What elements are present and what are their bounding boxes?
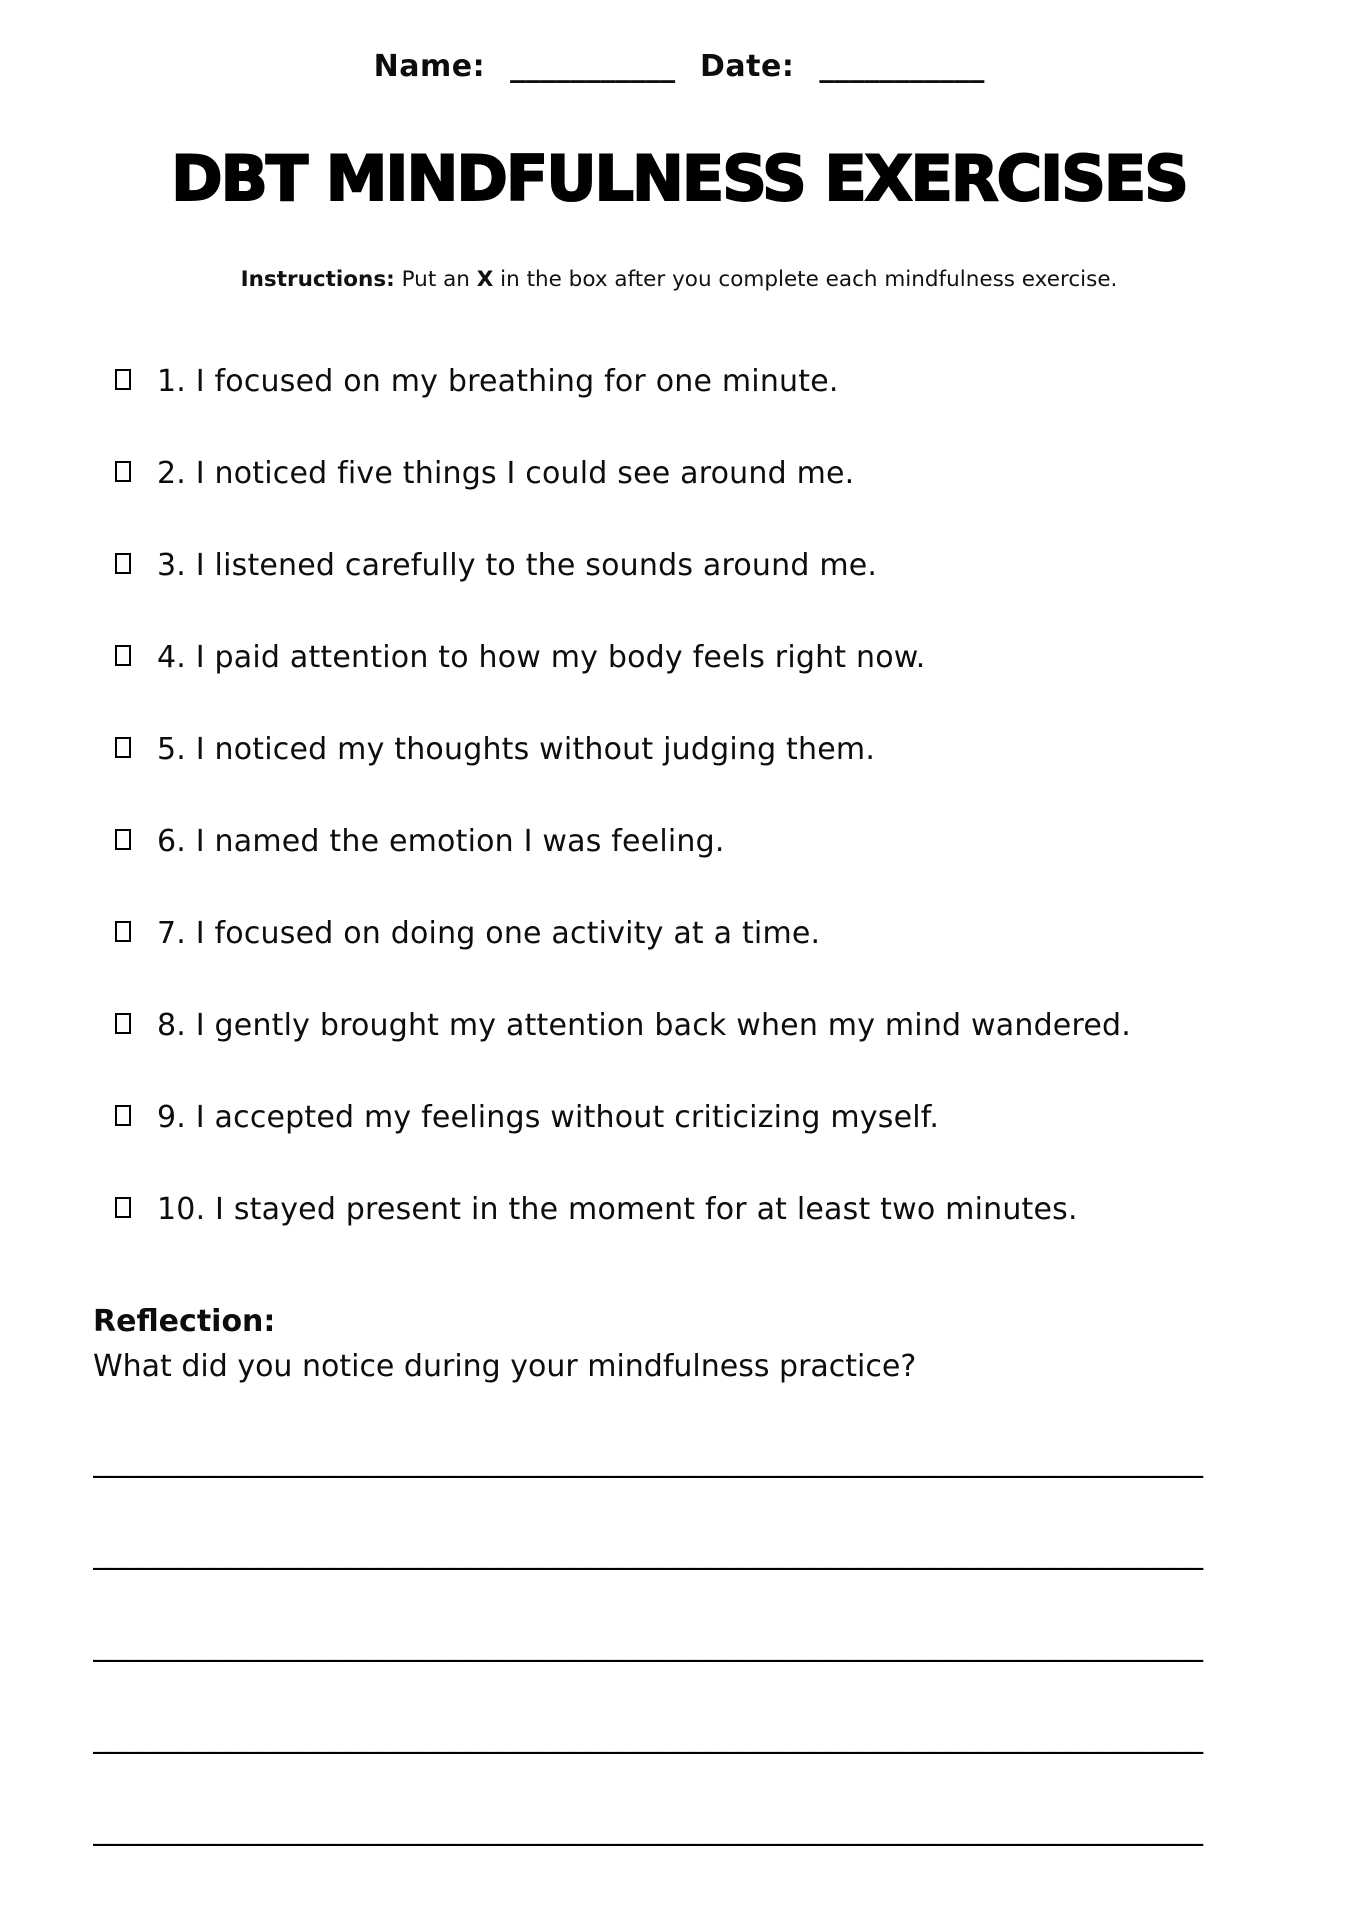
instructions-before-x: Put an bbox=[394, 267, 477, 292]
checklist-item-label: 2. I noticed five things I could see around me. bbox=[157, 455, 855, 491]
checklist-item-label: 8. I gently brought my attention back when my mind wandered. bbox=[157, 1007, 1131, 1043]
writing-line[interactable]: __________________________________________________________________________ bbox=[93, 1444, 1203, 1479]
checklist-item bbox=[115, 640, 1358, 674]
checklist-item bbox=[115, 824, 1358, 858]
instructions-label: Instructions: bbox=[240, 267, 395, 292]
writing-line[interactable]: __________________________________________________________________________ bbox=[93, 1536, 1203, 1571]
checklist-item bbox=[115, 1192, 1358, 1226]
checkbox[interactable] bbox=[115, 1197, 131, 1218]
checkbox[interactable] bbox=[115, 369, 131, 390]
checklist-item-label: 10. I stayed present in the moment for at least two minutes. bbox=[157, 1191, 1078, 1227]
checkbox[interactable] bbox=[115, 737, 131, 758]
name-label: Name: bbox=[373, 49, 486, 84]
name-date-row bbox=[0, 48, 1358, 86]
instructions-x: X bbox=[476, 267, 494, 292]
checklist-item bbox=[115, 916, 1358, 950]
checklist-item bbox=[115, 1100, 1358, 1134]
checklist-item bbox=[115, 364, 1358, 398]
checkbox[interactable] bbox=[115, 829, 131, 850]
name-blank[interactable]: ___________ bbox=[510, 49, 676, 84]
checklist-item bbox=[115, 456, 1358, 490]
checklist-item-label: 3. I listened carefully to the sounds around me. bbox=[157, 547, 878, 583]
checklist bbox=[0, 364, 1358, 1226]
checklist-item bbox=[115, 1008, 1358, 1042]
instructions-after-x: in the box after you complete each mindfulness exercise. bbox=[493, 267, 1118, 292]
checklist-item-label: 6. I named the emotion I was feeling. bbox=[157, 823, 725, 859]
reflection-lines bbox=[93, 1443, 1265, 1849]
checkbox[interactable] bbox=[115, 1105, 131, 1126]
checklist-item-label: 5. I noticed my thoughts without judging them. bbox=[157, 731, 876, 767]
reflection-question: What did you notice during your mindfulness practice? bbox=[93, 1349, 917, 1384]
date-label: Date: bbox=[700, 49, 795, 84]
checklist-item bbox=[115, 732, 1358, 766]
checklist-item-label: 7. I focused on doing one activity at a time. bbox=[157, 915, 821, 951]
date-blank[interactable]: ___________ bbox=[819, 49, 985, 84]
reflection-heading: Reflection: bbox=[93, 1304, 276, 1339]
checkbox[interactable] bbox=[115, 645, 131, 666]
instructions-text bbox=[0, 266, 1358, 293]
writing-line[interactable]: __________________________________________________________________________ bbox=[93, 1628, 1203, 1663]
checklist-item-label: 1. I focused on my breathing for one minute. bbox=[157, 363, 839, 399]
checkbox[interactable] bbox=[115, 553, 131, 574]
checkbox[interactable] bbox=[115, 1013, 131, 1034]
checkbox[interactable] bbox=[115, 921, 131, 942]
checklist-item bbox=[115, 548, 1358, 582]
page-title: DBT MINDFULNESS EXERCISES bbox=[171, 142, 1187, 215]
writing-line[interactable]: __________________________________________________________________________ bbox=[93, 1812, 1203, 1847]
writing-line[interactable]: __________________________________________________________________________ bbox=[93, 1720, 1203, 1755]
reflection-section bbox=[93, 1299, 1265, 1389]
checkbox[interactable] bbox=[115, 461, 131, 482]
checklist-item-label: 4. I paid attention to how my body feels right now. bbox=[157, 639, 926, 675]
checklist-item-label: 9. I accepted my feelings without criticizing myself. bbox=[157, 1099, 940, 1135]
